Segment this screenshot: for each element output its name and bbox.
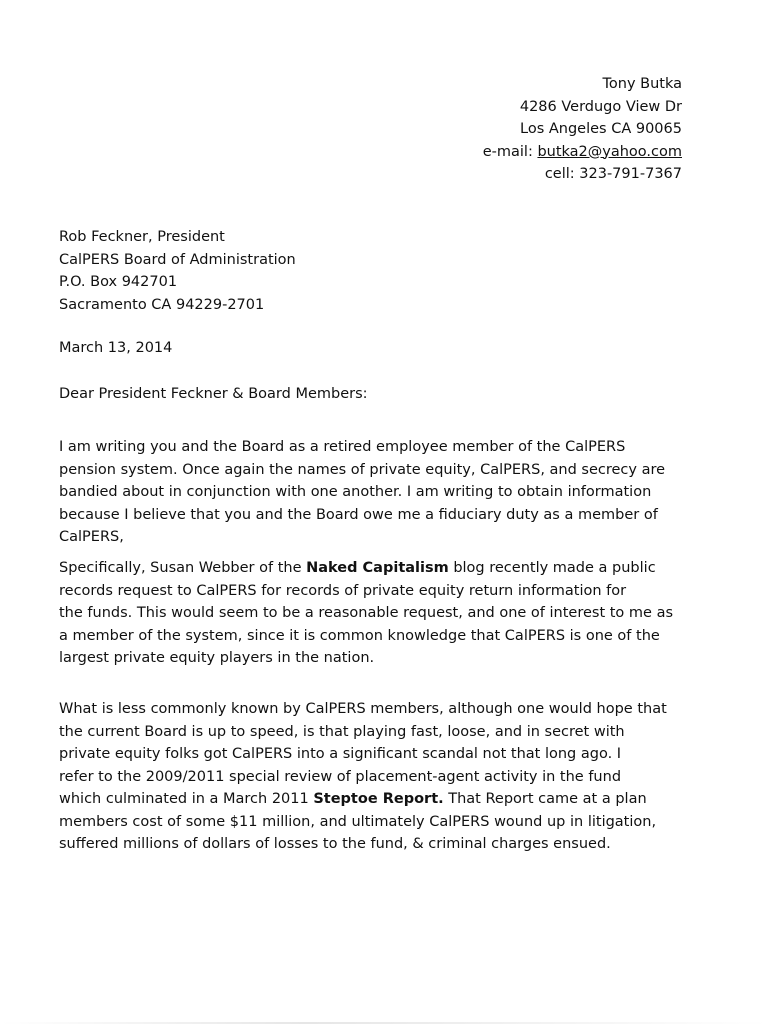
sender-city: Los Angeles CA 90065 [520,121,682,137]
recipient-address-block [59,226,296,316]
paragraph-line: suffered millions of dollars of losses to the fund, & criminal charges ensued. [59,836,611,852]
paragraph-line: CalPERS, [59,529,124,545]
paragraph-line: largest private equity players in the nation. [59,650,375,666]
sender-street: 4286 Verdugo View Dr [519,98,682,115]
paragraph-line: members cost of some $11 million, and ultimately CalPERS wound up in litigation, [59,813,657,830]
paragraph-line: a member of the system, since it is common knowledge that CalPERS is one of the [59,627,660,644]
sender-email-link[interactable]: butka2@yahoo.com [537,143,682,160]
paragraph-line: private equity folks got CalPERS into a significant scandal not that long ago. I [59,746,622,762]
sender-address-block [483,73,682,186]
salutation: Dear President Feckner & Board Members: [59,386,368,402]
sender-email-prefix: e-mail: [482,143,538,160]
recipient-org: CalPERS Board of Administration [59,251,296,268]
paragraph-line: the current Board is up to speed, is that playing fast, loose, and in secret with [59,723,625,740]
paragraph-line: refer to the 2009/2011 special review of placement-agent activity in the fund [59,768,622,785]
paragraph-request [59,557,674,670]
text-run: blog recently made a public [448,560,656,576]
paragraph-scandal [59,698,667,856]
paragraph-intro [59,436,666,549]
paragraph-line [59,788,659,811]
text-run: which culminated in a March 2011 [59,791,314,807]
recipient-po-box: P.O. Box 942701 [59,274,178,290]
recipient-name: Rob Feckner, President [59,229,225,245]
letter-date: March 13, 2014 [59,340,173,356]
paragraph-line: bandied about in conjunction with one another. I am writing to obtain information [59,484,652,500]
paragraph-line: What is less commonly known by CalPERS members, although one would hope that [59,701,667,717]
report-name: Steptoe Report. [313,791,444,807]
paragraph-line: I am writing you and the Board as a retired employee member of the CalPERS [59,439,626,455]
paragraph-line: records request to CalPERS for records of private equity return information for [59,582,627,599]
paragraph-line: because I believe that you and the Board owe me a fiduciary duty as a member of [59,506,658,523]
blog-name: Naked Capitalism [306,560,449,576]
paragraph-line: the funds. This would seem to be a reasonable request, and one of interest to me as [59,605,674,621]
paragraph-line: pension system. Once again the names of private equity, CalPERS, and secrecy are [59,461,666,478]
sender-cell: cell: 323-791-7367 [544,166,682,182]
sender-name: Tony Butka [602,76,682,92]
sender-email-line [483,141,682,164]
paragraph-line [59,557,659,580]
recipient-city: Sacramento CA 94229-2701 [59,296,265,313]
text-run: Specifically, Susan Webber of the [59,560,307,576]
text-run: That Report came at a plan [443,791,647,807]
